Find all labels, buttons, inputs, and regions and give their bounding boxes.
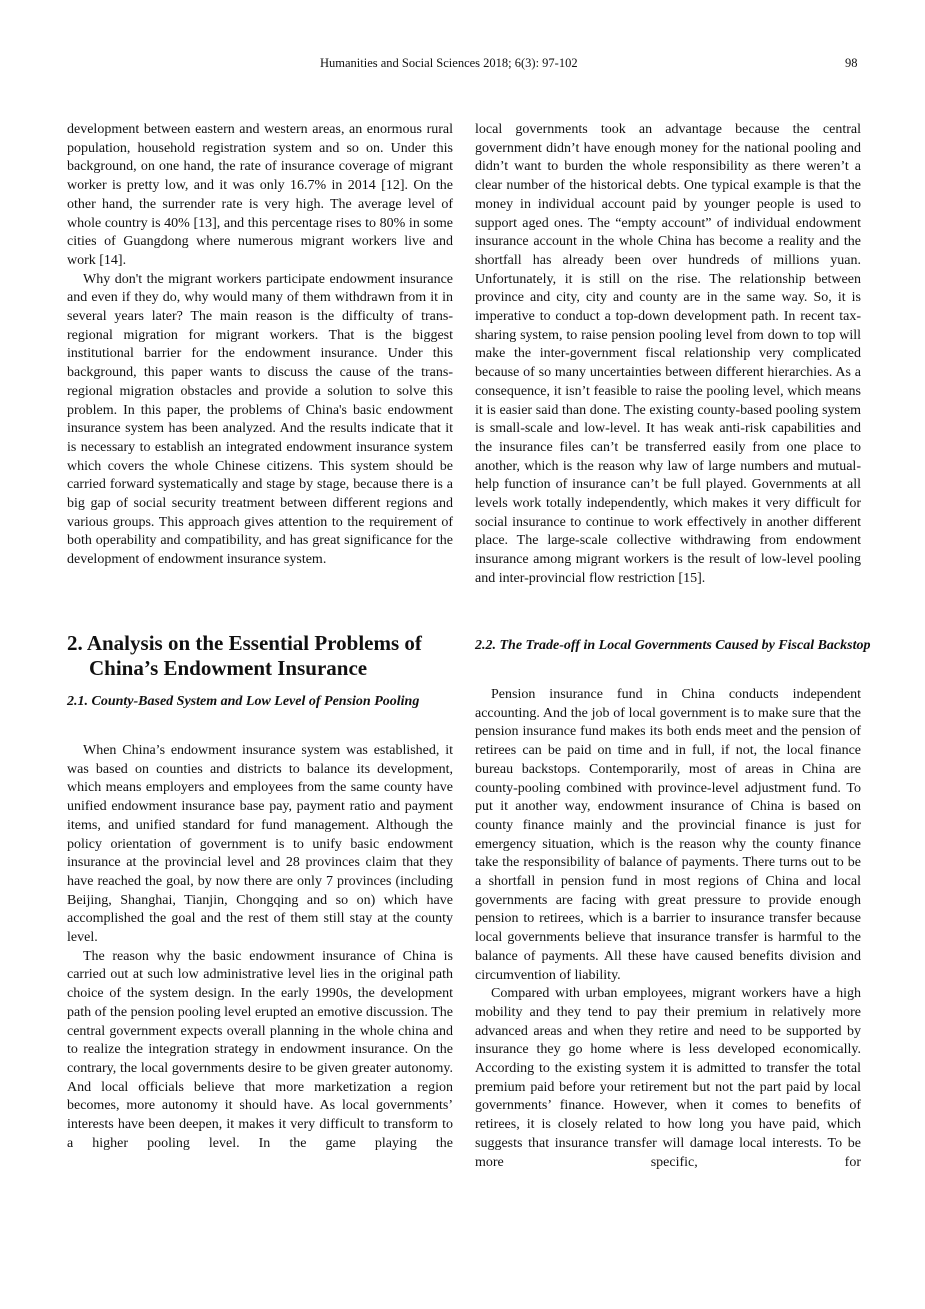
right-column-top (475, 121, 861, 589)
paragraph: Why don't the migrant workers participate endowment insurance and even if they do, why would many of them withdrawn from it in several years later? The main reason is the difficulty of trans-regional migration for migrant workers. That is the biggest institutional barrier for the endowment insurance. Under this background, this paper wants to discuss the cause of the trans-regional migration obstacles and provide a solution to solve this problem. In this paper, the problems of China's basic endowment insurance system has been analyzed. And the results indicate that it is necessary to establish an integrated endowment insurance system which covers the whole Chinese citizens. This system should be carried forward systematically and stage by stage, because there is a big gap of social security treatment between different regions and various groups. This approach gives attention to the requirement of both operability and compatibility, and has great significance for the development of endowment insurance system. (67, 271, 453, 568)
subsection-heading: 2.2. The Trade-off in Local Governments Caused by Fiscal Backstop (475, 638, 871, 653)
paragraph: The reason why the basic endowment insurance of China is carried out at such low administrative level lies in the original path choice of the system design. In the early 1990s, the development path of the pension pooling level erupted an emotive discussion. The central government expects overall planning in the whole china and to realize the integration strategy in endowment insurance. On the contrary, the local governments desire to be given greater autonomy. And local officials believe that more marketization a region becomes, more autonomy it should have. As local governments’ interests have been deepen, it makes it very difficult to transform to a higher pooling level. In the game playing the (67, 948, 453, 1151)
subsection-heading: 2.1. County-Based System and Low Level of Pension Pooling (67, 694, 420, 709)
page-number: 98 (845, 56, 858, 70)
running-header: Humanities and Social Sciences 2018; 6(3): 97-102 (320, 56, 578, 70)
right-column-bottom (475, 686, 861, 1172)
paragraph: development between eastern and western areas, an enormous rural population, household registration system and so on. Under this background, on one hand, the rate of insurance coverage of migrant worker is pretty low, and it was only 16.7% in 2014 [12]. On the other hand, the surrender rate is very high. The average level of whole country is 40% [13], and this percentage rises to 80% in some cities of Guangdong where numerous migrant workers live and work [14]. (67, 122, 453, 268)
paragraph: Compared with urban employees, migrant workers have a high mobility and they tend to pay their premium in relatively more advanced areas and when they retire and need to be supported by insurance they go home where is less developed economically. According to the existing system it is admitted to transfer the total premium paid before your retirement but not the part paid by local governments’ finance. However, when it comes to benefits of retirees, it is closely related to how long you have paid, which suggests that insurance transfer will damage local interests. To be more specific, for (475, 986, 861, 1170)
left-column-top (67, 121, 453, 570)
paragraph: local governments took an advantage because the central government didn’t have enough money for the national pooling and didn’t want to burden the whole responsibility as there weren’t a clear number of the historical debts. One typical example is that the money in individual account paid by younger people is used to support aged ones. The “empty account” of individual endowment insurance account in the whole China has become a reality and the shortfall has already been over hundreds of millions yuan. Unfortunately, it is still on the rise. The relationship between province and city, city and county are in the same way. So, it is imperative to conduct a top-down development path. In recent tax-sharing system, to raise pension pooling level from down to top will make the inter-government fiscal relationship very complicated because of so many uncertainties between different hierarchies. As a consequence, it isn’t feasible to raise the pooling level, which means it is easier said than done. The existing county-based pooling system is small-scale and low-level. It has weak anti-risk capabilities and the insurance files can’t be transferred easily from one place to another, which is the reason why law of large numbers and mutual-help function of insurance can’t be full played. Governments at all levels work totally independently, which makes it very difficult for social insurance to continue to work effectively in another different place. The large-scale collective withdrawing from endowment insurance among migrant workers is the result of low-level pooling and inter-provincial flow restriction [15]. (475, 122, 861, 586)
section-heading: 2. Analysis on the Essential Problems of China’s Endowment Insurance (67, 631, 422, 680)
paragraph: Pension insurance fund in China conducts independent accounting. And the job of local government is to make sure that the pension insurance fund makes its both ends meet and the pension of retirees can be paid on time and in full, if not, the local finance bureau backstops. Contemporarily, most of areas in China are county-pooling combined with province-level adjustment fund. To put it another way, endowment insurance of China is based on county finance mainly and the provincial finance is just for emergency situation, which is the reason why the county finance take the responsibility of balance of payments. There turns out to be a shortfall in pension fund in most regions of China and local governments are facing with great pressure to provide enough pension to retirees, which is a barrier to insurance transfer because local governments believe that insurance transfer is harmful to the balance of payments. All these have caused benefits division and circumvention of liability. (475, 687, 861, 983)
left-column-bottom (67, 742, 453, 1153)
paragraph: When China’s endowment insurance system was established, it was based on counties and districts to balance its development, which means employers and employees from the same county have unified endowment insurance base pay, payment ratio and payment items, and unified standard for fund management. Although the policy orientation of government is to unify basic endowment insurance at the provincial level and 28 provinces claim that they have reached the goal, by now there are only 7 provinces (including Beijing, Shanghai, Tianjin, Chongqing and so on) which have accomplished the goal and the rest of them still stay at the county level. (67, 743, 453, 946)
